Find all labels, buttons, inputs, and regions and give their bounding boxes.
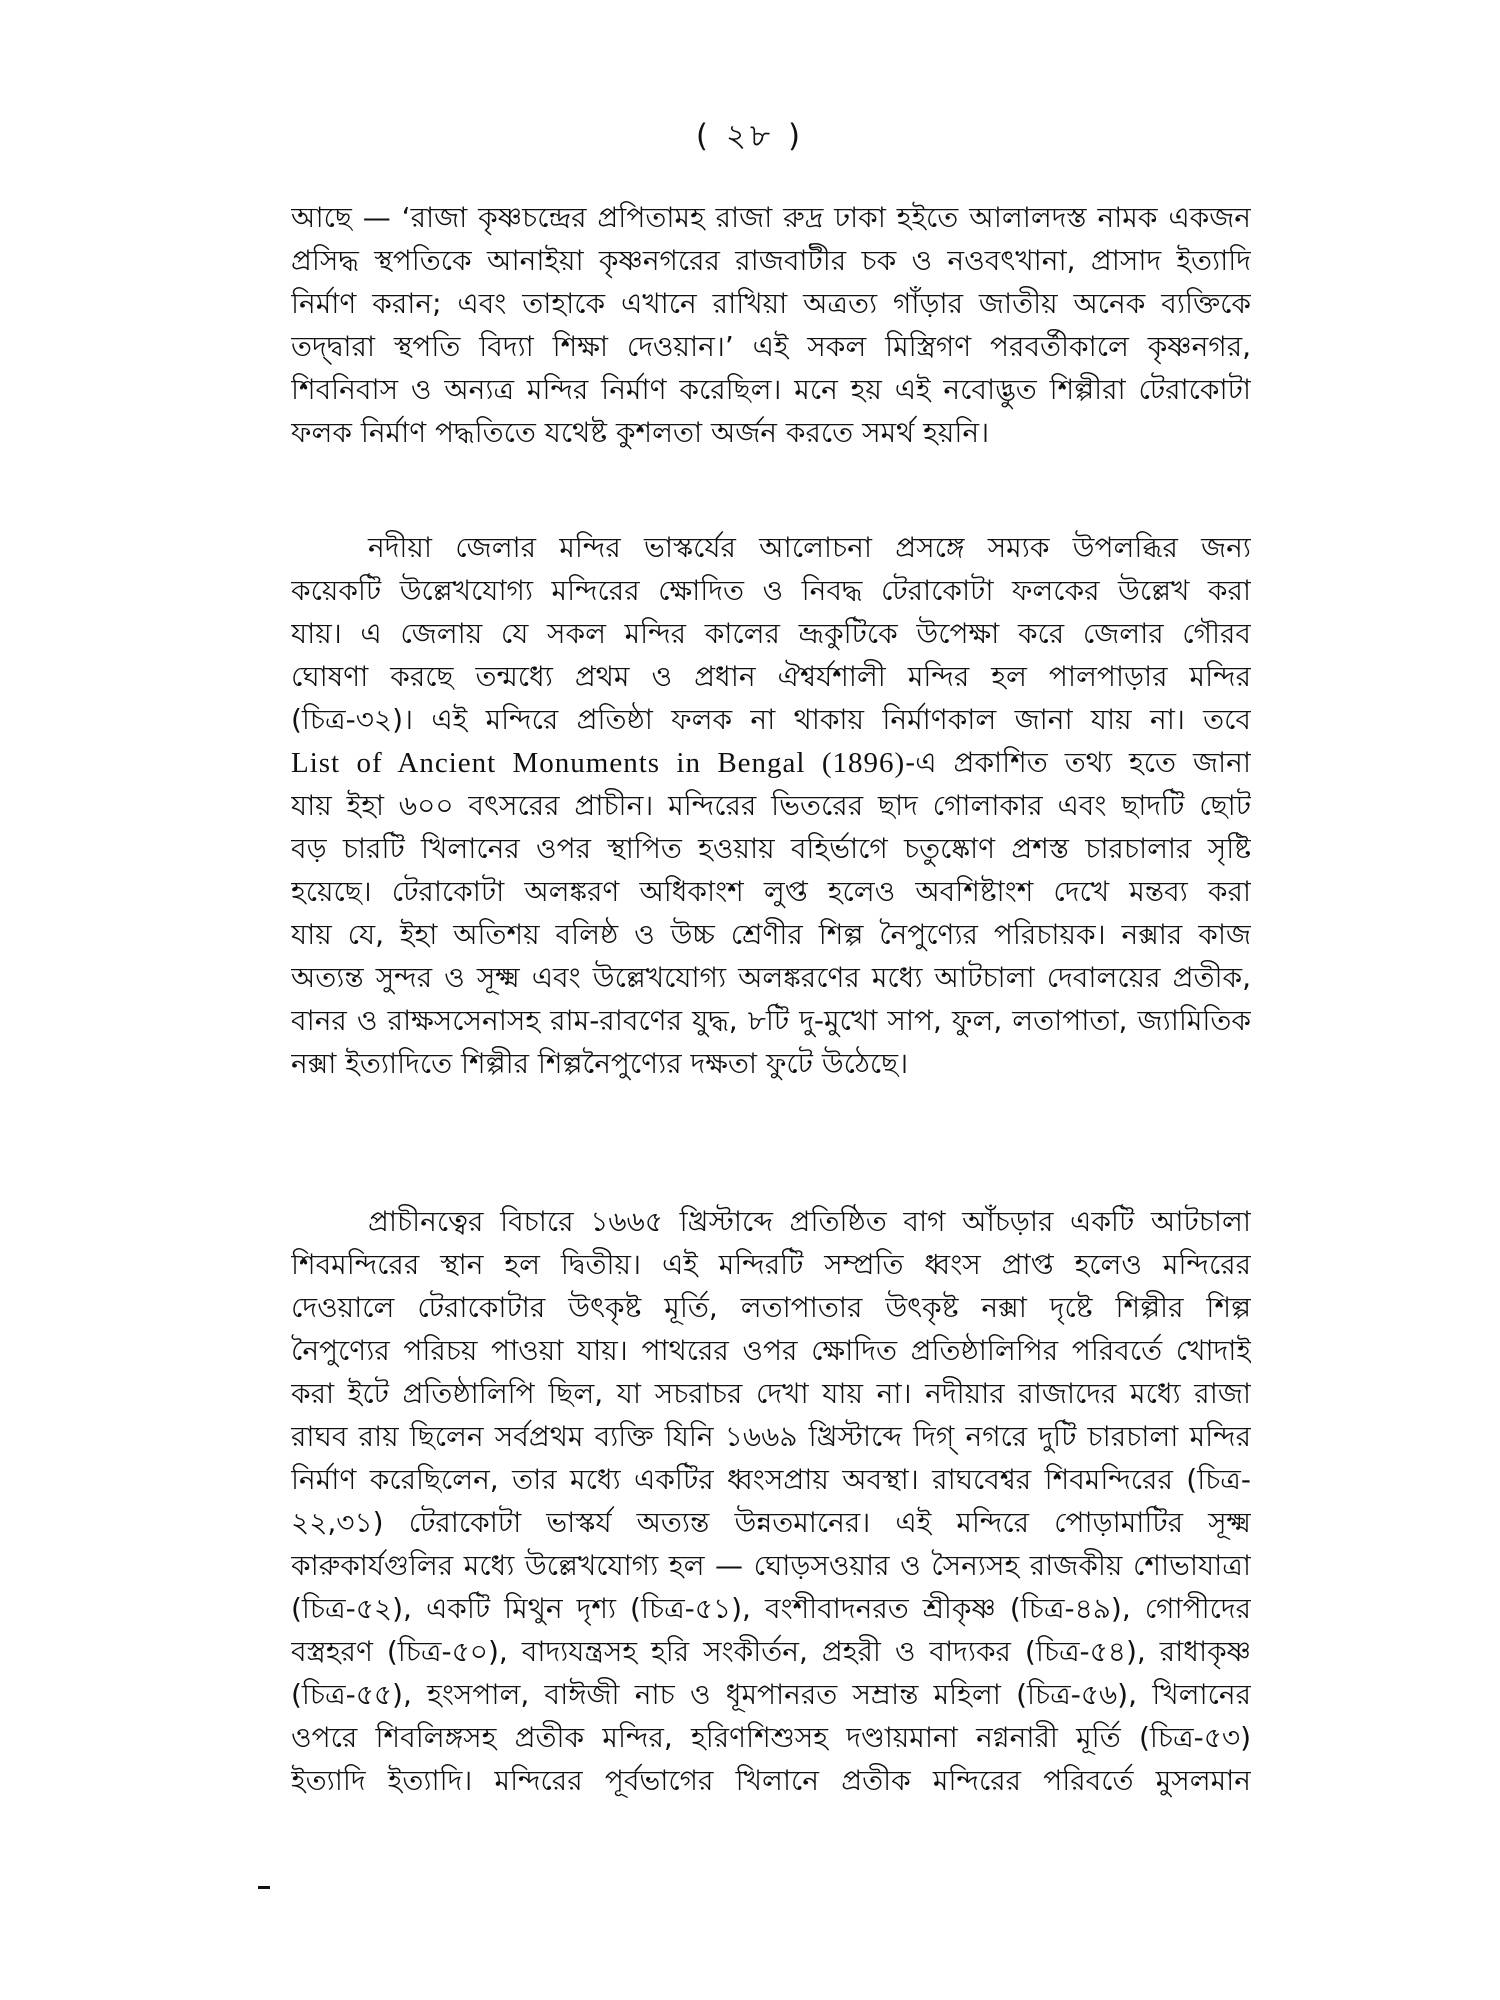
text-line: আছে — ‘রাজা কৃষ্ণচন্দ্রের প্রপিতামহ রাজা রুদ্র ঢাকা হইতে আলালদস্ত নামক একজন	[291, 201, 1251, 234]
text-line: রাঘব রায় ছিলেন সর্বপ্রথম ব্যক্তি যিনি ১৬৬৯ খ্রিস্টাব্দে দিগ্ নগরে দুটি চারচালা মন্দির	[291, 1420, 1251, 1453]
text-line: প্রাচীনত্বের বিচারে ১৬৬৫ খ্রিস্টাব্দে প্রতিষ্ঠিত বাগ আঁচড়ার একটি আটচালা	[368, 1205, 1251, 1238]
text-line: নদীয়া জেলার মন্দির ভাস্কর্যের আলোচনা প্রসঙ্গে সম্যক উপলব্ধির জন্য	[368, 531, 1251, 564]
paragraph-1	[291, 196, 1251, 454]
text-line: দেওয়ালে টেরাকোটার উৎকৃষ্ট মূর্তি, লতাপাতার উৎকৃষ্ট নক্সা দৃষ্টে শিল্পীর শিল্প	[291, 1291, 1251, 1324]
text-line: বস্ত্রহরণ (চিত্র-৫০), বাদ্যযন্ত্রসহ হরি সংকীর্তন, প্রহরী ও বাদ্যকর (চিত্র-৫৪), রাধাকৃষ্ণ	[291, 1635, 1251, 1668]
page-number: ( ২৮ )	[695, 118, 805, 154]
text-line-suffix: -এ প্রকাশিত তথ্য হতে জানা	[905, 746, 1251, 779]
text-line: কয়েকটি উল্লেখযোগ্য মন্দিরের ক্ষোদিত ও নিবদ্ধ টেরাকোটা ফলকের উল্লেখ করা	[291, 574, 1251, 607]
text-line: ওপরে শিবলিঙ্গসহ প্রতীক মন্দির, হরিণশিশুসহ দণ্ডায়মানা নগ্ননারী মূর্তি (চিত্র-৫৩)	[291, 1721, 1251, 1754]
paragraph-3	[291, 1200, 1251, 1802]
text-line: ইত্যাদি ইত্যাদি। মন্দিরের পূর্বভাগের খিলানে প্রতীক মন্দিরের পরিবর্তে মুসলমান	[291, 1764, 1251, 1797]
paragraph-2	[291, 526, 1251, 1085]
text-line: যায়। এ জেলায় যে সকল মন্দির কালের ভ্রূকুটিকে উপেক্ষা করে জেলার গৌরব	[291, 617, 1251, 650]
text-line: (চিত্র-৫২), একটি মিথুন দৃশ্য (চিত্র-৫১), বংশীবাদনরত শ্রীকৃষ্ণ (চিত্র-৪৯), গোপীদের	[291, 1592, 1251, 1625]
text-line: নক্সা ইত্যাদিতে শিল্পীর শিল্পনৈপুণ্যের দক্ষতা ফুটে উঠেছে।	[291, 1047, 909, 1080]
text-line: বড় চারটি খিলানের ওপর স্থাপিত হওয়ায় বহির্ভাগে চতুষ্কোণ প্রশস্ত চারচালার সৃষ্টি	[291, 832, 1251, 865]
text-line: তদ্দ্বারা স্থপতি বিদ্যা শিক্ষা দেওয়ান।’ এই সকল মিস্ত্রিগণ পরবর্তীকালে কৃষ্ণনগর,	[291, 330, 1251, 363]
text-line: নির্মাণ করেছিলেন, তার মধ্যে একটির ধ্বংসপ্রায় অবস্থা। রাঘবেশ্বর শিবমন্দিরের (চিত্র-	[291, 1463, 1251, 1496]
text-line: যায় যে, ইহা অতিশয় বলিষ্ঠ ও উচ্চ শ্রেণীর শিল্প নৈপুণ্যের পরিচায়ক। নক্সার কাজ	[291, 918, 1251, 951]
text-line: যায় ইহা ৬০০ বৎসরের প্রাচীন। মন্দিরের ভিতরের ছাদ গোলাকার এবং ছাদটি ছোট	[291, 789, 1251, 822]
text-line: নির্মাণ করান; এবং তাহাকে এখানে রাখিয়া অত্রত্য গাঁড়ার জাতীয় অনেক ব্যক্তিকে	[291, 287, 1251, 320]
text-line: ২২,৩১) টেরাকোটা ভাস্কর্য অত্যন্ত উন্নতমানের। এই মন্দিরে পোড়ামাটির সূক্ষ্ম	[291, 1506, 1251, 1539]
text-line: (চিত্র-৫৫), হংসপাল, বাঈজী নাচ ও ধূমপানরত সম্রান্ত মহিলা (চিত্র-৫৬), খিলানের	[291, 1678, 1251, 1711]
text-line: (চিত্র-৩২)। এই মন্দিরে প্রতিষ্ঠা ফলক না থাকায় নির্মাণকাল জানা যায় না। তবে	[291, 703, 1251, 736]
text-line: শিবনিবাস ও অন্যত্র মন্দির নির্মাণ করেছিল। মনে হয় এই নবোদ্ভুত শিল্পীরা টেরাকোটা	[291, 373, 1251, 406]
text-line: হয়েছে। টেরাকোটা অলঙ্করণ অধিকাংশ লুপ্ত হলেও অবশিষ্টাংশ দেখে মন্তব্য করা	[291, 875, 1251, 908]
text-line: কারুকার্যগুলির মধ্যে উল্লেখযোগ্য হল — ঘোড়সওয়ার ও সৈন্যসহ রাজকীয় শোভাযাত্রা	[291, 1549, 1251, 1582]
margin-mark	[258, 1886, 270, 1889]
text-line: অত্যন্ত সুন্দর ও সূক্ষ্ম এবং উল্লেখযোগ্য অলঙ্করণের মধ্যে আটচালা দেবালয়ের প্রতীক,	[291, 961, 1251, 994]
text-line: নৈপুণ্যের পরিচয় পাওয়া যায়। পাথরের ওপর ক্ষোদিত প্রতিষ্ঠালিপির পরিবর্তে খোদাই	[291, 1334, 1251, 1367]
text-line: প্রসিদ্ধ স্থপতিকে আনাইয়া কৃষ্ণনগরের রাজবাটীর চক ও নওবৎখানা, প্রাসাদ ইত্যাদি	[291, 244, 1251, 277]
text-line: ফলক নির্মাণ পদ্ধতিতে যথেষ্ট কুশলতা অর্জন করতে সমর্থ হয়নি।	[291, 416, 990, 449]
english-book-title: List of Ancient Monuments in Bengal (1896)	[291, 747, 906, 779]
text-line-with-english-title	[291, 741, 1251, 784]
text-line: শিবমন্দিরের স্থান হল দ্বিতীয়। এই মন্দিরটি সম্প্রতি ধ্বংস প্রাপ্ত হলেও মন্দিরের	[291, 1248, 1251, 1281]
text-line: ঘোষণা করছে তন্মধ্যে প্রথম ও প্রধান ঐশ্বর্যশালী মন্দির হল পালপাড়ার মন্দির	[291, 660, 1251, 693]
text-line: করা ইটে প্রতিষ্ঠালিপি ছিল, যা সচরাচর দেখা যায় না। নদীয়ার রাজাদের মধ্যে রাজা	[291, 1377, 1251, 1410]
text-line: বানর ও রাক্ষসসেনাসহ রাম-রাবণের যুদ্ধ, ৮টি দু-মুখো সাপ, ফুল, লতাপাতা, জ্যামিতিক	[291, 1004, 1251, 1037]
